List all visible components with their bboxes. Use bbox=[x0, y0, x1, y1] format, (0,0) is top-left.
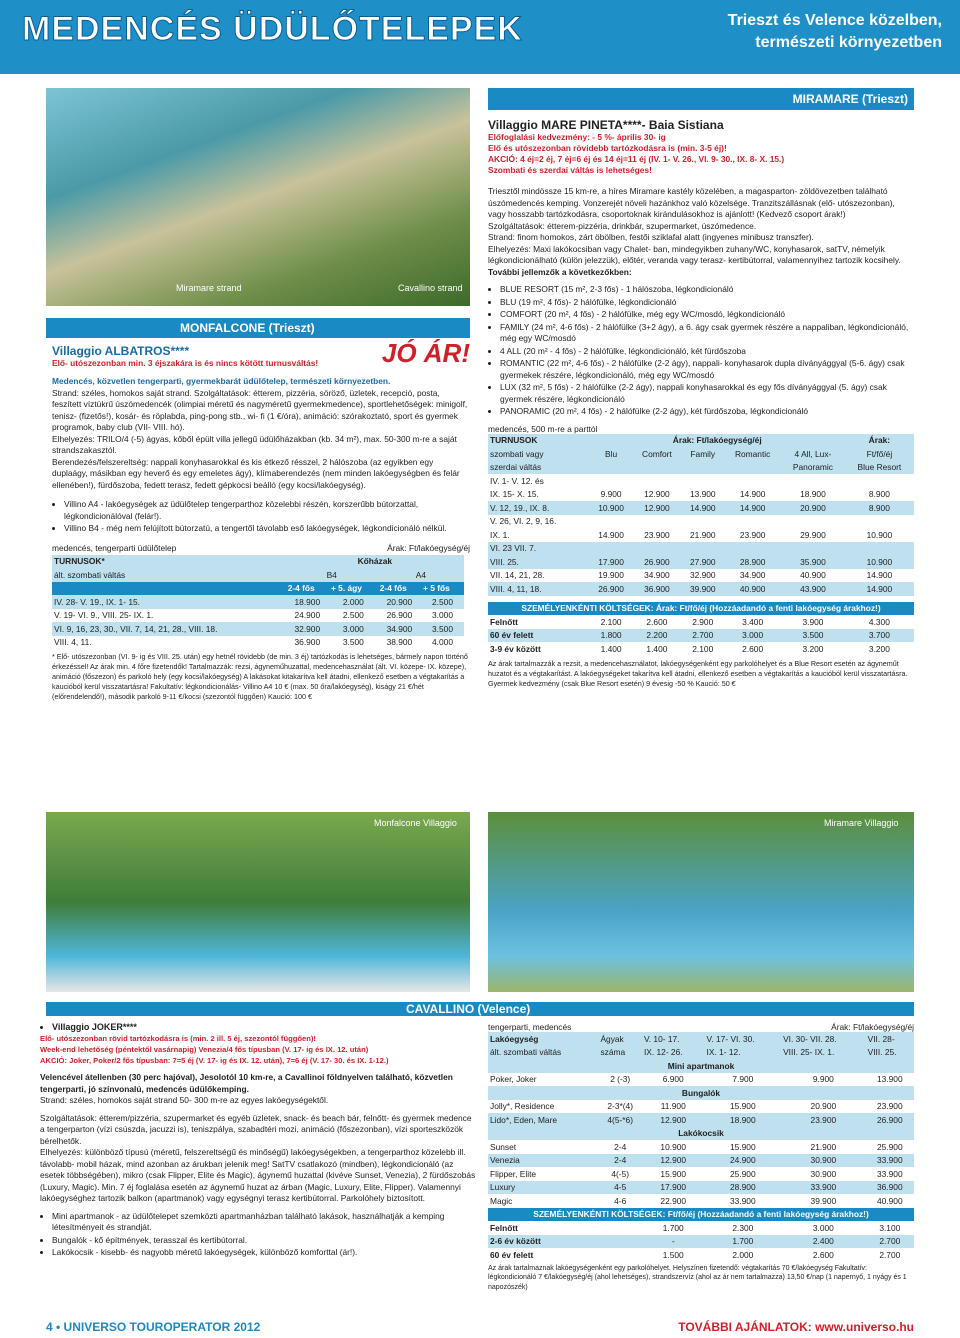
table-row: 3-9 év között 1.400 1.400 2.100 2.600 3.200 3.200 bbox=[490, 643, 890, 654]
photo-miramare-villaggio: Miramare Villaggio bbox=[488, 812, 914, 992]
table-row: Venezia 2-4 12.900 24.900 30.900 33.900 bbox=[488, 1154, 914, 1168]
table-row: IV. 28- V. 19., IX. 1- 15. 18.900 2.000 20.900 2.500 bbox=[52, 595, 464, 609]
table-row: V. 19- VI. 9., VIII. 25- IX. 1. 24.900 2.500 26.900 3.000 bbox=[54, 610, 453, 621]
footnote: Az árak tartalmazzák a rezsit, a medencehasználatot, lakóegységenként egy parkolóhelyet és a Blue Resort esetén az ágyneműt huzatot és a végtakarítást. A lakóegységeket takarítva kell átadni, ellenkező esetben a végtakarítás a kaucióból kerül visszatartásra. Gyermek kedvezmény (csak Blue Resort esetén) 9 évesig -50 % Kaució: 50 € bbox=[488, 658, 908, 688]
page-subtitle: Trieszt és Velence közelben, természeti környezetben bbox=[727, 12, 942, 51]
photo-monfalcone: Monfalcone Villaggio bbox=[46, 812, 470, 992]
page-header bbox=[0, 0, 960, 74]
list-item: • BLU (19 m², 4 fős)- 2 hálófülke, légkondicionáló bbox=[500, 297, 914, 309]
offer-name: • Villaggio JOKER**** bbox=[52, 1022, 476, 1032]
footer-right[interactable]: TOVÁBBI AJÁNLATOK: www.universo.hu bbox=[678, 1320, 914, 1334]
monfalcone-section bbox=[52, 338, 470, 702]
desc-text: Elhelyezés: TRILO/4 (-5) ágyas, kőből épült villa jellegű üdülőházakban (kb. 34 m²), max. 50-300 m-re a saját strandszakasztól. bbox=[52, 433, 457, 455]
table-row: Magic 4-6 22.900 33.900 39.900 40.900 bbox=[490, 1195, 903, 1206]
desc-text: Szolgáltatások: étterem/pizzéria, szupermarket és egyéb üzletek, snack- és beach bár, felnőtt- és gyermek medence a tengerparton (vízi csúszda, jacuzzi is), teniszpálya, szabadtéri mozi, animáció (főszezonban), vízi sporteszközök bérelhetők. bbox=[40, 1112, 472, 1146]
photo-caption: Miramare strand bbox=[176, 283, 242, 293]
table-row: Jolly*, Residence 2-3*(4) 11.900 15.900 20.900 23.900 bbox=[490, 1101, 903, 1112]
table-row: VIII. 25. 17.900 26.900 27.900 28.900 35.900 10.900 bbox=[488, 555, 914, 569]
good-price-badge: JÓ ÁR! bbox=[381, 338, 470, 368]
desc-text: Triesztől mindössze 15 km-re, a híres Miramare kastély közelében, a magasparton- zöldövezetben található úszómedencés kemping. Vonzerejét növeli hazánkhoz való közelsége. Tranzitszállásnak (elő- utószezonban), vagy hosszabb tartózkodásra, csoportoknak kirándulásokhoz is ajánlott! (Kedvező csoport árak!) bbox=[488, 186, 895, 219]
table-row: V. 12, 19., IX. 8. 10.900 12.900 14.900 14.900 20.900 8.900 bbox=[488, 501, 914, 515]
list-item: • BLUE RESORT (15 m², 2-3 fős) - 1 hálószoba, légkondicionáló bbox=[500, 284, 914, 296]
offer-name: Villaggio MARE PINETA****- Baia Sistiana bbox=[488, 118, 724, 132]
cavallino-table-block: tengerparti, medencés Árak: Ft/lakóegység/éj Lakóegység Ágyak V. 10- 17. V. 17- VI. 30. VI. 30- VII. 28. VII. 28- ált. szombati váltás száma IX. 12- 26. IX. 1- 12. VIII. 25- IX. 1. VIII. 25. Mini apartmanok Poker, Joker 2 (-3) 6.900 7.900 9.900 13.900 Bungalók Jolly*, Residence 2-3*(4) 11.900 15.900 20.900 23.900 Lido*, Eden, Mare 4(5-*6) 12.900 18.900 23.900 26.900 Lakókocsik Sunset 2-4 10.900 15.900 21.900 25.900 Venezia 2-4 12.900 24.900 30.900 33.900 Flipper, Elite 4(-5) 15.900 25.900 30.900 33.900 Luxury 4-5 17.900 28.900 33.900 36.900 Magic 4-6 22.900 33.900 39.900 40.900 SZEMÉLYENKÉNTI KÖLTSÉGEK: Ft/fő/éj (Hozzáadandó a fenti lakóegység árakhoz!) Felnőtt 1.700 2.300 3.000 3.100 2-6 év között - 1.700 2.400 2.700 60 év felett 1.500 2.000 2.600 2.700 Az árak tartalmaznak lakóegységenként egy parkolóhelyet. Helyszínen fizetendő: végtakarítás 70 €/lakóegység Fakultatív: légkondicionáló 7 €/lakóegység/éj (ahol lehetséges), strandszervíz (ahol az ár nem tartalmazza) 13,50 €/nap (1 napernyő, 1 nyágy és 1 napozószék) bbox=[488, 1022, 914, 1291]
table-row: Felnőtt 2.100 2.600 2.900 3.400 3.900 4.300 bbox=[490, 616, 890, 627]
photo-caption: Cavallino strand bbox=[398, 283, 463, 293]
table-row: IV. 1- V. 12. és bbox=[490, 475, 544, 486]
desc-text: Berendezés/felszereltség: nappali konyhasarokkal és kis étkező résszel, 2 hálószoba (az egyikben egy duplaágy, másikban egy heverő és egy emeletes ágy), klímaberendezés (nem minden lakóegységben és felár ellenében!), fürdőszoba, fedett terasz, fedett gépkocsi beálló (egy kocsi/lakóegység). bbox=[52, 456, 460, 490]
table-row: VIII. 4, 11. 36.900 3.500 38.900 4.000 bbox=[54, 637, 453, 648]
footnote: * Elő- utószezonban (VI. 9- ig és VIII. 25. után) egy hetnél rövidebb (de min. 3 éj) tartózkodás is lehetséges, bármely napon történő érkezéssel! Az árak min. 4 főre fizetendők! Tartalmazzák: rezsi, ágyneműhuzattal, medencehasználat (ált. VI. közepe- IX. közepe), animáció (főszezon) és parkoló hely (egy kocsi/lakóegység) A lakásokat kitakarítva kell átadni, ellenkező esetben a végtakarítás a kaucióból kerül visszatartásra! Fakultatív: légkondicionálás- Villino A4 10 € (max. 50 őra/lakóegység), kiságy 21 €/hét (előrendelendő!), második parkoló 9-11 €/kocsi (szezontól függően) Kaució: 100 € bbox=[52, 652, 468, 701]
desc-text: Strand: finom homokos, zárt öbölben, festői sziklafal alatt (ingyenes minibusz transzfer). bbox=[488, 232, 814, 242]
desc-text: Strand: széles, homokos saját strand. Szolgáltatások: étterem, pizzéria, söröző, üzletek, recepció, posta, feszített víztükrű úszómedencék (olimpiai méretű és nagyméretű gyermekmedence), sportlehetőségek: minigolf, tenisz- (fizetős!), kosár- és röplabda, ping-pong stb., wi- fi (1 €/óra), animáció: szórakoztató, sport és gyermek programok, baby club (VII- VIII. hó). bbox=[52, 387, 468, 432]
cavallino-bar: CAVALLINO (Velence) bbox=[46, 1002, 914, 1016]
table-row: V. 26, VI. 2, 9, 16. bbox=[490, 516, 557, 527]
page-title: MEDENCÉS ÜDÜLŐTELEPEK bbox=[22, 10, 523, 48]
table-row: Felnőtt 1.700 2.300 3.000 3.100 bbox=[490, 1222, 901, 1233]
list-item: • Mini apartmanok - az üdülőtelepet szemközti apartmanházban található lakások, használhatják a kemping létesítményeit és strandját. bbox=[52, 1211, 476, 1234]
photo-beach bbox=[46, 88, 470, 306]
miramare-price-table: TURNUSOK Árak: Ft/lakóegység/éj Árak: szombati vagy Blu Comfort Family Romantic 4 All, Lux- Ft/fő/éj szerdai váltás Panoramic Blue Resort IV. 1- V. 12. és IX. 15- X. 15. 9.900 12.900 13.900 14.900 18.900 8.900 V. 12, 19., IX. 8. 10.900 12.900 14.900 14.900 20.900 8.900 V. 26, VI. 2, 9, 16. IX. 1. 14.900 23.900 21.900 23.900 29.900 10.900 VI. 23 VII. 7. VIII. 25. 17.900 26.900 27.900 28.900 35.900 10.900 VII. 14, 21, 28. 19.900 34.900 32.900 34.900 40.900 14.900 VIII. 4, 11, 18. 26.900 36.900 39.900 40.900 43.900 14.900 SZEMÉLYENKÉNTI KÖLTSÉGEK: Árak: Ft/fő/éj (Hozzáadandó a fenti lakóegység árakhoz!) Felnőtt 2.100 2.600 2.900 3.400 3.900 4.300 60 év felett 1.800 2.200 2.700 3.000 3.500 3.700 3-9 év között 1.400 1.400 2.100 2.600 3.200 3.200 bbox=[488, 434, 914, 656]
desc-text: Velencével átellenben (30 perc hajóval), Jesolotól 10 km-re, a Cavallinoi földnyelven található, közvetlen tengerparti, jó színvonalú, medencés üdülőkemping. bbox=[40, 1072, 453, 1094]
list-item: • Villino A4 - lakóegységek az üdülőtelep tengerparthoz közelebbi részén, korszerűbb bútorzattal, légkondicionálóval (felár!). bbox=[64, 499, 470, 522]
desc-text: Medencés, közvetlen tengerparti, gyermekbarát üdülőtelep, természeti környezetben. bbox=[52, 376, 391, 386]
list-item: • PANORAMIC (20 m², 4 fős) - 2 hálófülke (2-2 ágy), két fürdőszoba, légkondicionáló bbox=[500, 406, 914, 418]
list-item: • FAMILY (24 m², 4-6 fős) - 2 hálófülke (3+2 ágy), a 6. ágy csak gyermek részére a nappaliban, légkondicionáló, még egy WC/mosdó bbox=[500, 322, 914, 345]
footnote: Az árak tartalmaznak lakóegységenként egy parkolóhelyet. Helyszínen fizetendő: végtakarítás 70 €/lakóegység Fakultatív: légkondicionáló 7 €/lakóegység/éj (ahol lehetséges), strandszervíz (ahol az ár nem tartalmazza) 13,50 €/nap (1 napernyő, 1 nyágy és 1 napozószék) bbox=[488, 1264, 907, 1291]
miramare-bar: MIRAMARE (Trieszt) bbox=[488, 88, 914, 110]
table-row: VI. 23 VII. 7. bbox=[488, 542, 914, 556]
list-item: • 4 ALL (20 m² - 4 fős) - 2 hálófülke, légkondicionáló, két fürdőszoba bbox=[500, 346, 914, 358]
promo-text: Elő- utószezonban min. 3 éjszakára is és nincs kötött turnusváltás! bbox=[52, 358, 319, 368]
list-item: • Lakókocsik - kisebb- és nagyobb méretű lakóegységek, különböző komforttal (ár!). bbox=[52, 1247, 476, 1259]
monfalcone-bar: MONFALCONE (Trieszt) bbox=[46, 318, 470, 338]
table-row: VI. 9, 16, 23, 30., VII. 7, 14, 21, 28., VIII. 18. 32.900 3.000 34.900 3.500 bbox=[52, 622, 464, 636]
table-row: 60 év felett 1.800 2.200 2.700 3.000 3.500 3.700 bbox=[488, 629, 914, 643]
table-row: 60 év felett 1.500 2.000 2.600 2.700 bbox=[490, 1249, 901, 1260]
table-row: IX. 15- X. 15. 9.900 12.900 13.900 14.900 18.900 8.900 bbox=[490, 489, 890, 500]
desc-text: Elhelyezés: különböző típusú (méretű, felszereltségű és minőségű) lakóegységekben, a tengerparthoz közelebb ill. távolabb- mobil házak, mind azonban az árukban jelenik meg! SatTV csatlakozó (mindben), légkondicionáló (az esetek többségében), mikro (csak Flipper, Elite és Magic), ágynemű huzattal (kivéve Sunset, Venezia), 2 fürdőszobás (Luxury, Magic). Min. 7 éj foglalása esetén az ágynemű huzat az árban (Magic, Luxury, Elite, Flipper). Valamennyi lakóegységhez tartozik balkon (apartmanok) vagy egységnyi terasz kertibútorral. Parkolóhely biztosított. bbox=[40, 1147, 476, 1203]
table-row: Luxury 4-5 17.900 28.900 33.900 36.900 bbox=[488, 1181, 914, 1195]
footer-left: 4 • UNIVERSO TOUROPERATOR 2012 bbox=[46, 1320, 261, 1334]
desc-text: Elhelyezés: Maxi lakókocsiban vagy Chalet- ban, mindegyikben zuhany/WC, konyhasarok, satTV, némelyik légkondicionálható (külön jelezzük), előtér, veranda vagy terasz- kertibútorral, valamennyihez tartozik kocsihely. bbox=[488, 243, 901, 265]
desc-text: Szolgáltatások: étterem-pizzéria, drinkbár, szupermarket, úszómedence. bbox=[488, 220, 757, 231]
table-row: VIII. 4, 11, 18. 26.900 36.900 39.900 40.900 43.900 14.900 bbox=[488, 582, 914, 596]
cavallino-price-table: Lakóegység Ágyak V. 10- 17. V. 17- VI. 30. VI. 30- VII. 28. VII. 28- ált. szombati váltás száma IX. 12- 26. IX. 1- 12. VIII. 25- IX. 1. VIII. 25. Mini apartmanok Poker, Joker 2 (-3) 6.900 7.900 9.900 13.900 Bungalók Jolly*, Residence 2-3*(4) 11.900 15.900 20.900 23.900 Lido*, Eden, Mare 4(5-*6) 12.900 18.900 23.900 26.900 Lakókocsik Sunset 2-4 10.900 15.900 21.900 25.900 Venezia 2-4 12.900 24.900 30.900 33.900 Flipper, Elite 4(-5) 15.900 25.900 30.900 33.900 Luxury 4-5 17.900 28.900 33.900 36.900 Magic 4-6 22.900 33.900 39.900 40.900 SZEMÉLYENKÉNTI KÖLTSÉGEK: Ft/fő/éj (Hozzáadandó a fenti lakóegység árakhoz!) Felnőtt 1.700 2.300 3.000 3.100 2-6 év között - 1.700 2.400 2.700 60 év felett 1.500 2.000 2.600 2.700 bbox=[488, 1032, 914, 1262]
cavallino-section: • Villaggio JOKER**** Elő- utószezonban rövid tartózkodásra is (min. 2 ill. 5 éj, szezontól függően)! Week-end lehetőség (péntektől vasárnapig) Venezia/4 fős típusban (V. 17- ig és IX. 12. után) AKCIÓ: Joker, Poker/2 fős típusban: 7=5 éj (V. 17- ig és IX. 12. után), 7=6 éj (V. 17- 30. és IX. 1-12.) Velencével átellenben (30 perc hajóval), Jesolotól 10 km-re, a Cavallinoi földnyelven található, közvetlen tengerparti, jó színvonalú, medencés üdülőkemping. Strand: széles, homokos saját strand 50- 300 m-re az egyes lakóegységektől. Szolgáltatások: étterem/pizzéria, szupermarket és egyéb üzletek, snack- és beach bár, felnőtt- és gyermek medence a tengerparton (vízi csúszda, jacuzzi is), teniszpálya, szabadtéri mozi, animáció (főszezonban), vízi sporteszközök bérelhetők. Elhelyezés: különböző típusú (méretű, felszereltségű és minőségű) lakóegységekben, a tengerparthoz közelebb ill. távolabb- mobil házak, mind azonban az árukban jelenik meg! SatTV csatlakozó (mindben), légkondicionáló (az esetek többségében), mikro (csak Flipper, Elite és Magic), ágynemű huzattal (kivéve Sunset, Venezia), 2 fürdőszobás (Luxury, Magic). Min. 7 éj foglalása esetén az ágynemű huzat az árban (Magic, Luxury, Elite, Flipper). Valamennyi lakóegységhez tartozik balkon (apartmanok) vagy egységnyi terasz kertibútorral. Parkolóhely biztosított. • Mini apartmanok - az üdülőtelepet szemközti apartmanházban található lakások, használhatják a kemping létesítményeit és strandját. • Bungalók - kő építmények, terasszal és kertibútorral. • Lakókocsik - kisebb- és nagyobb méretű lakóegységek, különböző komforttal (ár!). bbox=[40, 1022, 476, 1260]
table-caption: medencés, 500 m-re a parttól bbox=[488, 423, 598, 434]
list-item: • LUX (32 m², 5 fős) - 2 hálófülke (2-2 ágy), nappali konyhasarokkal és egy fős díványággyal (5. ágy) csak gyermek részére, légkondicionáló bbox=[500, 382, 914, 405]
list-item: • Bungalók - kő építmények, terasszal és kertibútorral. bbox=[52, 1235, 476, 1247]
desc-text: További jellemzők a következőkben: bbox=[488, 266, 632, 277]
list-item: • COMFORT (20 m², 4 fős) - 2 hálófülke, még egy WC/mosdó, légkondicionáló bbox=[500, 309, 914, 321]
table-caption: Árak: Ft/lakóegység/éj bbox=[387, 542, 470, 553]
table-row: Poker, Joker 2 (-3) 6.900 7.900 9.900 13.900 bbox=[490, 1074, 903, 1085]
table-row: VII. 14, 21, 28. 19.900 34.900 32.900 34.900 40.900 14.900 bbox=[490, 570, 893, 581]
table-row: Flipper, Elite 4(-5) 15.900 25.900 30.900 33.900 bbox=[490, 1168, 903, 1179]
list-item: • ROMANTIC (22 m², 4-6 fős) - 2 hálófülke (2-2 ágy), nappali- konyhasarok dupla díványággyal (5-6. ágy) csak gyermekek részére, légkondicionáló, még egy WC/mosdó bbox=[500, 358, 914, 381]
table-row: Lido*, Eden, Mare 4(5-*6) 12.900 18.900 23.900 26.900 bbox=[488, 1113, 914, 1127]
table-row: IX. 1. 14.900 23.900 21.900 23.900 29.900 10.900 bbox=[490, 529, 893, 540]
table-row: 2-6 év között - 1.700 2.400 2.700 bbox=[488, 1235, 914, 1249]
desc-text: Strand: széles, homokos saját strand 50- 300 m-re az egyes lakóegységektől. bbox=[40, 1095, 329, 1105]
list-item: • Villino B4 - még nem felújított bútorzatú, a tengertől távolabb eső lakóegységek, légkondicionáló nélkül. bbox=[64, 523, 470, 535]
monfalcone-price-table: TURNUSOK* Kőházak ált. szombati váltás B4 A4 2-4 fős + 5. ágy 2-4 fős + 5 fős IV. 28- V. 19., IX. 1- 15. 18.900 2.000 20.900 2.500 V. 19- VI. 9., VIII. 25- IX. 1. 24.900 2.500 26.900 3.000 VI. 9, 16, 23, 30., VII. 7, 14, 21, 28., VIII. 18. 32.900 3.000 34.900 3.500 VIII. 4, 11. 36.900 3.500 38.900 4.000 bbox=[52, 555, 464, 650]
table-caption: medencés, tengerparti üdülőtelep bbox=[52, 542, 177, 553]
miramare-section: Villaggio MARE PINETA****- Baia Sistiana Előfoglalási kedvezmény: - 5 %- április 30- ig Elő és utószezonban rövidebb tartózkodásra is (min. 3-5 éj)! AKCIÓ: 4 éj=2 éj, 7 éj=6 éj és 14 éj=11 éj (IV. 1- V. 26., VI. 9- 30., IX. 8- X. 15.) Szombati és szerdai váltás is lehetséges! Triesztől mindössze 15 km-re, a híres Miramare kastély közelében, a magasparton- zöldövezetben található úszómedencés kemping. Vonzerejét növeli hazánkhoz való közelsége. Tranzitszállásnak (elő- utószezonban), vagy hosszabb tartózkodásra, csoportoknak kirándulásokhoz is ajánlott! (Kedvező csoport árak!) Szolgáltatások: étterem-pizzéria, drinkbár, szupermarket, úszómedence. Strand: finom homokos, zárt öbölben, festői sziklafal alatt (ingyenes minibusz transzfer). Elhelyezés: Maxi lakókocsiban vagy Chalet- ban, mindegyikben zuhany/WC, konyhasarok, satTV, némelyik légkondicionálható (külön jelezzük), előtér, veranda vagy terasz- kertibútorral, valamennyihez tartozik kocsihely. További jellemzők a következőkben: • BLUE RESORT (15 m², 2-3 fős) - 1 hálószoba, légkondicionáló • BLU (19 m², 4 fős)- 2 hálófülke, légkondicionáló • COMFORT (20 m², 4 fős) - 2 hálófülke, még egy WC/mosdó, légkondicionáló • FAMILY (24 m², 4-6 fős) - 2 hálófülke (3+2 ágy), a 6. ágy csak gyermek részére a nappaliban, légkondicionáló, még egy WC/mosdó • 4 ALL (20 m² - 4 fős) - 2 hálófülke, légkondicionáló, két fürdőszoba • ROMANTIC (22 m², 4-6 fős) - 2 hálófülke (2-2 ágy), nappali- konyhasarok dupla díványággyal (5-6. ágy) csak gyermekek részére, légkondicionáló, még egy WC/mosdó • LUX (32 m², 5 fős) - 2 hálófülke (2-2 ágy), nappali konyhasarokkal és egy fős díványággyal (5. ágy) csak gyermek részére, légkondicionáló • PANORAMIC (20 m², 4 fős) - 2 hálófülke (2-2 ágy), két fürdőszoba, légkondicionáló medencés, 500 m-re a parttól TURNUSOK Árak: Ft/lakóegység/éj Árak: szombati vagy Blu Comfort Family Romantic 4 All, Lux- Ft/fő/éj szerdai váltás Panoramic Blue Resort IV. 1- V. 12. és IX. 15- X. 15. 9.900 12.900 13.900 14.900 18.900 8.900 V. 12, 19., IX. 8. 10.900 12.900 14.900 14.900 20.900 8.900 V. 26, VI. 2, 9, 16. IX. 1. 14.900 23.900 21.900 23.900 29.900 10.900 VI. 23 VII. 7. VIII. 25. 17.900 26.900 27.900 28.900 35.900 10.900 VII. 14, 21, 28. 19.900 34.900 32.900 34.900 40.900 14.900 VIII. 4, 11, 18. 26.900 36.900 39.900 40.900 43.900 14.900 SZEMÉLYENKÉNTI KÖLTSÉGEK: Árak: Ft/fő/éj (Hozzáadandó a fenti lakóegység árakhoz!) Felnőtt 2.100 2.600 2.900 3.400 3.900 4.300 60 év felett 1.800 2.200 2.700 3.000 3.500 3.700 3-9 év között 1.400 1.400 2.100 2.600 3.200 3.200 Az árak tartalmazzák a rezsit, a medencehasználatot, lakóegységenként egy parkolóhelyet és a Blue Resort esetén az ágyneműt huzatot és a végtakarítást. A lakóegységeket takarítva kell átadni, ellenkező esetben a végtakarítás a kaucióból kerül visszatartásra. Gyermek kedvezmény (csak Blue Resort esetén) 9 évesig -50 % Kaució: 50 € bbox=[488, 118, 914, 689]
table-row: Sunset 2-4 10.900 15.900 21.900 25.900 bbox=[490, 1141, 903, 1152]
offer-name: Villaggio ALBATROS**** bbox=[52, 344, 190, 358]
